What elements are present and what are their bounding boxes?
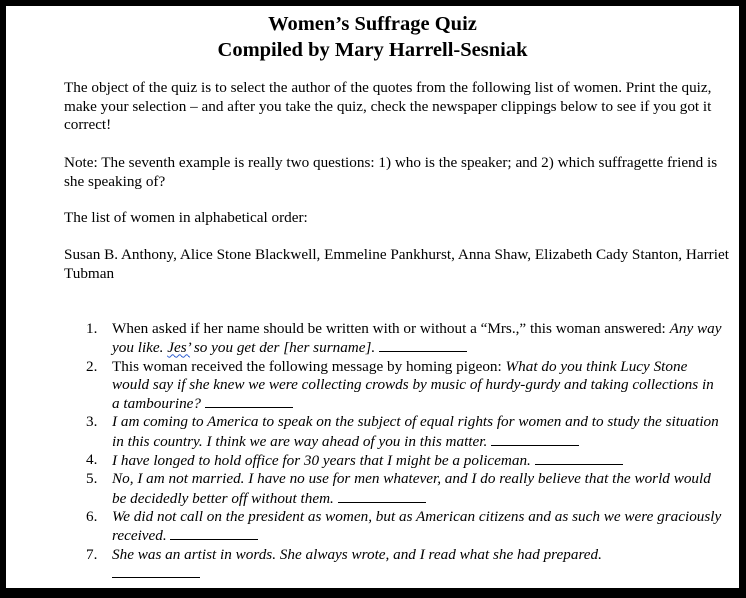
question-lead: When asked if her name should be written with or without a “Mrs.,” this woman answered:: [112, 320, 670, 337]
question-quote: No, I am not married. I have no use for men whatever, and I do really believe that the world would be decidedly better off without them.: [112, 470, 711, 507]
answer-blank: [170, 526, 258, 540]
question-number: 2.: [86, 357, 98, 375]
answer-blank: [205, 394, 293, 408]
quiz-byline: Compiled by Mary Harrell-Sesniak: [217, 39, 528, 61]
answer-blank: [491, 432, 579, 446]
quiz-title: Women’s Suffrage Quiz: [268, 13, 477, 35]
question-item: [64, 358, 724, 414]
question-item: [64, 413, 724, 451]
question-quote: She was an artist in words. She always wrote, and I read what she had prepared.: [112, 545, 602, 563]
answer-blank: [535, 451, 623, 465]
question-quote: Any way you like.: [112, 320, 722, 357]
question-number: 6.: [86, 507, 98, 525]
question-number: 3.: [86, 413, 98, 431]
question-quote-flagged-word: Jes’: [167, 339, 191, 357]
question-quote: What do you think Lucy Stone would say if she knew we were collecting crowds by music of hurdy-gurdy and taking collections in a tambourine?: [112, 357, 714, 413]
question-lead: This woman received the following message by homing pigeon:: [112, 357, 506, 375]
question-number: 7.: [86, 545, 98, 563]
question-number: 1.: [86, 320, 98, 337]
question-item: [64, 320, 724, 358]
question-item: [64, 546, 724, 584]
question-quote: I am coming to America to speak on the subject of equal rights for women and to study the situation in this country. I think we are way ahead of you in this matter.: [112, 413, 719, 450]
question-quote: I have longed to hold office for 30 years that I might be a policeman.: [112, 452, 531, 470]
women-list: Susan B. Anthony, Alice Stone Blackwell, Emmeline Pankhurst, Anna Shaw, Elizabeth Cady Stanton, Harriet Tubman: [64, 246, 729, 282]
answer-blank: [379, 338, 467, 352]
question-item: [64, 451, 724, 470]
list-heading: The list of women in alphabetical order:: [64, 209, 308, 226]
answer-blank: [338, 489, 426, 503]
question-quote: We did not call on the president as women, but as American citizens and as such we were graciously received.: [112, 507, 722, 545]
note-paragraph: Note: The seventh example is really two questions: 1) who is the speaker; and 2) which suffragette friend is she speaking of?: [64, 154, 718, 190]
question-list: [64, 320, 724, 583]
intro-paragraph: The object of the quiz is to select the author of the quotes from the following list of women. Print the quiz, make your selection – and after you take the quiz, check the newspaper clippings below to see if you got it correct!: [64, 79, 712, 133]
question-number: 4.: [86, 451, 98, 469]
question-item: [64, 470, 724, 508]
question-quote: so you get der [her surname].: [190, 339, 376, 357]
question-number: 5.: [86, 470, 98, 488]
question-item: [64, 508, 724, 546]
answer-blank: [112, 564, 200, 578]
